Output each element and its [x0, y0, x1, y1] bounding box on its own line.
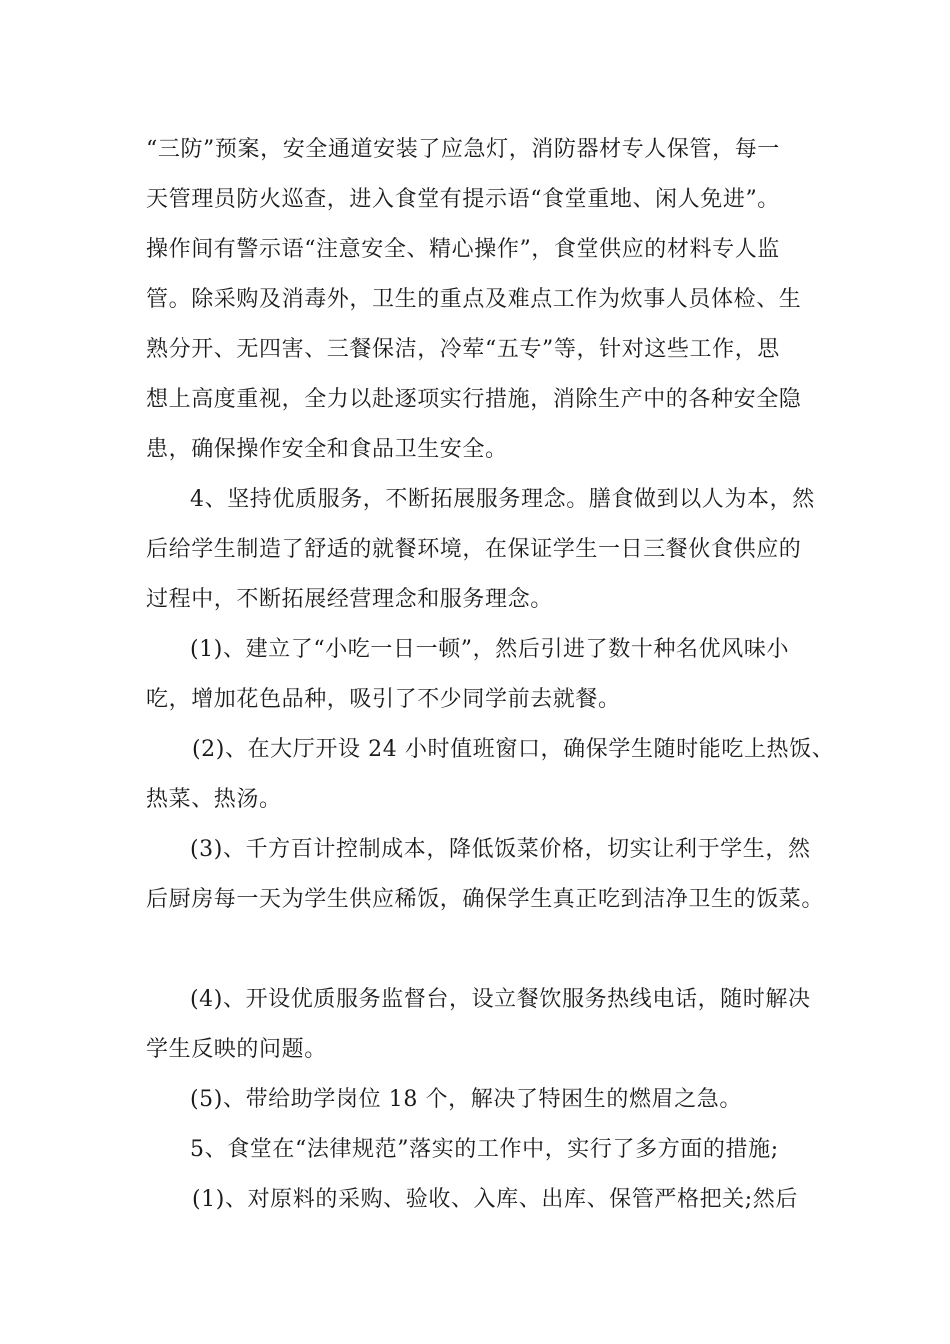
text-line-12: 吃，增加花色品种，吸引了不少同学前去就餐。 — [146, 687, 621, 712]
text-line-6: 想上高度重视，全力以赴逐项实行措施，消除生产中的各种安全隐 — [146, 387, 802, 412]
text-line-15: (3)、千方百计控制成本，降低饭菜价格，切实让利于学生，然 — [190, 837, 811, 862]
text-line-17: (4)、开设优质服务监督台，设立餐饮服务热线电话，随时解决 — [190, 987, 811, 1012]
text-line-16: 后厨房每一天为学生供应稀饭，确保学生真正吃到洁净卫生的饭菜。 — [146, 887, 825, 912]
text-line-9: 后给学生制造了舒适的就餐环境，在保证学生一日三餐伙食供应的 — [146, 537, 802, 562]
text-line-18: 学生反映的问题。 — [146, 1037, 327, 1062]
text-line-3: 操作间有警示语“注意安全、精心操作”，食堂供应的材料专人监 — [146, 237, 780, 262]
text-line-11: (1)、建立了“小吃一日一顿”，然后引进了数十种名优风味小 — [190, 637, 790, 662]
text-line-13: (2)、在大厅开设 24 小时值班窗口，确保学生随时能吃上热饭、 — [192, 737, 835, 762]
text-line-1: “三防”预案，安全通道安装了应急灯，消防器材专人保管，每一 — [146, 137, 780, 162]
text-line-2: 天管理员防火巡查，进入食堂有提示语“食堂重地、闲人免进”。 — [146, 187, 780, 212]
text-line-19: (5)、带给助学岗位 18 个，解决了特困生的燃眉之急。 — [190, 1087, 742, 1112]
text-line-5: 熟分开、无四害、三餐保洁，冷荤“五专”等，针对这些工作，思 — [146, 337, 780, 362]
text-line-7: 患，确保操作安全和食品卫生安全。 — [146, 437, 508, 462]
text-line-10: 过程中，不断拓展经营理念和服务理念。 — [146, 587, 553, 612]
text-line-20: 5、食堂在“法律规范”落实的工作中，实行了多方面的措施; — [190, 1137, 779, 1162]
text-line-21: (1)、对原料的采购、验收、入库、出库、保管严格把关;然后 — [192, 1187, 798, 1212]
text-line-4: 管。除采购及消毒外，卫生的重点及难点工作为炊事人员体检、生 — [146, 287, 802, 312]
text-line-14: 热菜、热汤。 — [146, 787, 282, 812]
text-line-8: 4、坚持优质服务，不断拓展服务理念。膳食做到以人为本，然 — [190, 487, 815, 512]
